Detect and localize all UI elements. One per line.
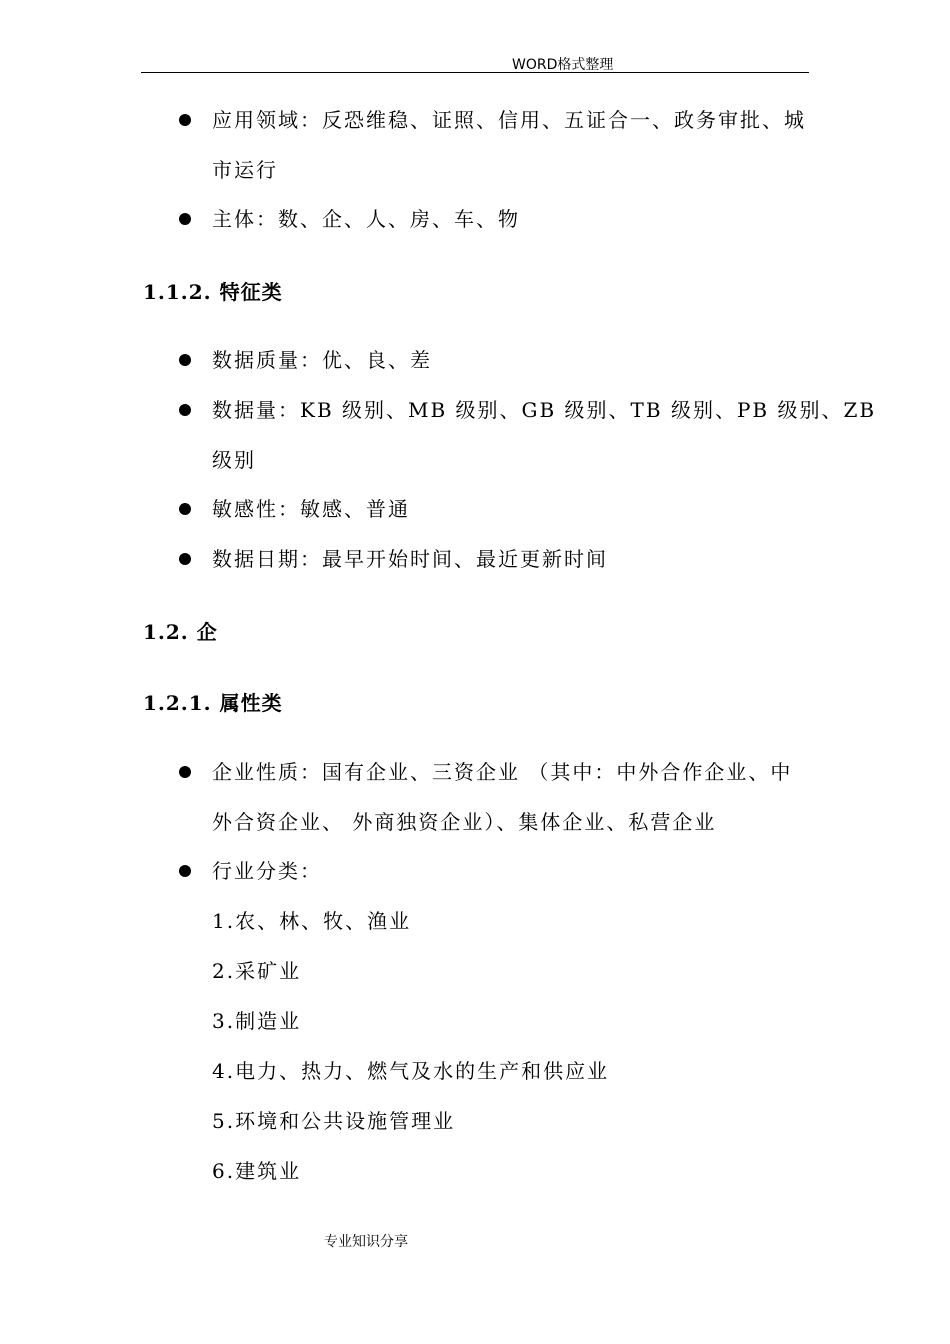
industry-item: 4.电力、热力、燃气及水的生产和供应业 bbox=[212, 1059, 610, 1083]
heading-1-2: 1.2. 企 bbox=[143, 620, 218, 644]
page-footer: 专业知识分享 bbox=[324, 1234, 408, 1250]
bullet-icon bbox=[179, 503, 191, 515]
sensitivity-line: 敏感性：敏感、普通 bbox=[212, 497, 410, 521]
enterprise-nature-line1: 企业性质：国有企业、三资企业 （其中：中外合作企业、中 bbox=[212, 760, 793, 784]
industry-item: 2.采矿业 bbox=[212, 959, 302, 983]
bullet-icon bbox=[179, 354, 191, 366]
bullet-icon bbox=[179, 766, 191, 778]
data-volume-line1: 数据量：KB 级别、MB 级别、GB 级别、TB 级别、PB 级别、ZB bbox=[212, 398, 877, 422]
data-volume-line2: 级别 bbox=[212, 448, 256, 472]
subject-line: 主体：数、企、人、房、车、物 bbox=[212, 207, 520, 231]
industry-item: 3.制造业 bbox=[212, 1009, 302, 1033]
page-header: WORD格式整理 bbox=[512, 57, 614, 73]
bullet-icon bbox=[179, 553, 191, 565]
bullet-icon bbox=[179, 213, 191, 225]
header-divider bbox=[141, 72, 809, 73]
heading-1-1-2: 1.1.2. 特征类 bbox=[143, 280, 283, 304]
bullet-icon bbox=[179, 404, 191, 416]
industry-item: 6.建筑业 bbox=[212, 1159, 302, 1183]
application-fields-line2: 市运行 bbox=[212, 158, 278, 182]
industry-item: 5.环境和公共设施管理业 bbox=[212, 1109, 456, 1133]
data-date-line: 数据日期：最早开始时间、最近更新时间 bbox=[212, 547, 608, 571]
industry-label: 行业分类： bbox=[212, 859, 322, 883]
heading-1-2-1: 1.2.1. 属性类 bbox=[143, 691, 283, 715]
data-quality-line: 数据质量：优、良、差 bbox=[212, 348, 432, 372]
bullet-icon bbox=[179, 114, 191, 126]
industry-item: 1.农、林、牧、渔业 bbox=[212, 909, 412, 933]
application-fields-line1: 应用领域：反恐维稳、证照、信用、五证合一、政务审批、城 bbox=[212, 108, 806, 132]
enterprise-nature-line2: 外合资企业、 外商独资企业）、集体企业、私营企业 bbox=[212, 810, 717, 834]
bullet-icon bbox=[179, 865, 191, 877]
